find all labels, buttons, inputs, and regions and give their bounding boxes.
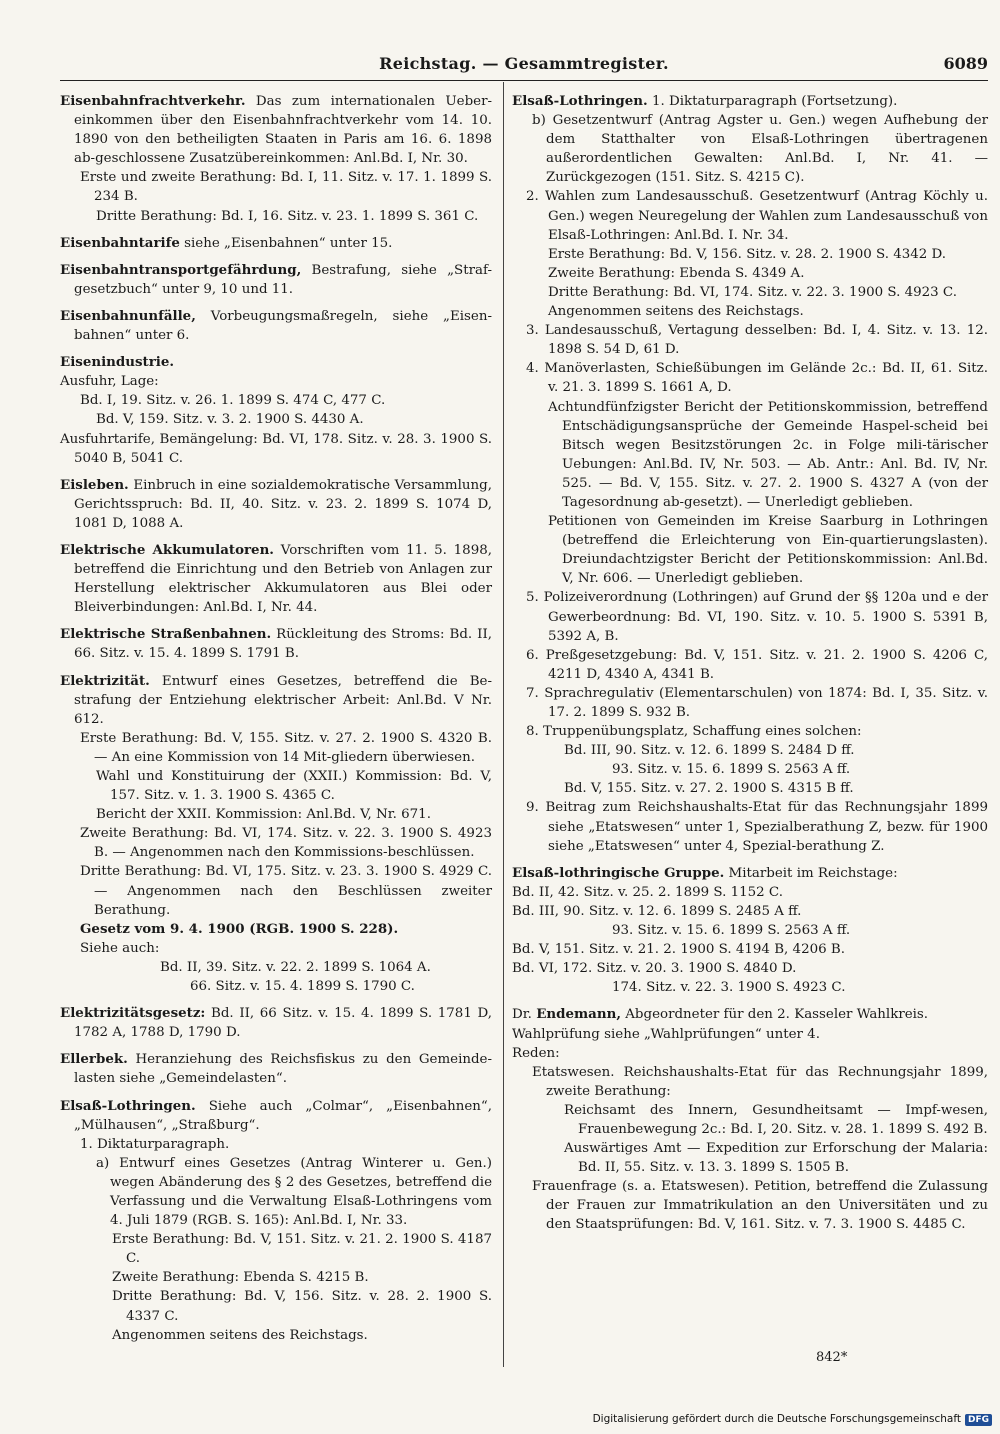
entry-line: Erste Berathung: Bd. V, 155. Sitz. v. 27. 2. 1900 S. 4320 B. — An eine Kommission von 14 Mit-gliedern überwiesen. (80, 730, 492, 765)
entry-keyword: Elektrizitätsgesetz: (60, 1005, 206, 1022)
entry-line: Gesetz vom 9. 4. 1900 (RGB. 1900 S. 228). (80, 920, 399, 937)
entry-text: Heranziehung des Reichsfiskus zu den Gemeinde-lasten siehe „Gemeindelasten“. (74, 1052, 493, 1087)
entry-text: Mitarbeit im Reichstage: (728, 865, 898, 881)
entry-text: Einbruch in eine sozialdemokratische Versammlung, Gerichtsspruch: Bd. II, 40. Sitz. v. 23. 2. 1899 S. 1074 D, 1081 D, 1088 A. (74, 477, 492, 531)
footer-credit (593, 1413, 992, 1426)
header-rule (60, 80, 988, 81)
entry-line: Bd. II, 42. Sitz. v. 25. 2. 1899 S. 1152 C. (512, 884, 783, 900)
numbered-item: 6. Preßgesetzgebung: Bd. V, 151. Sitz. v. 21. 2. 1900 S. 4206 C, 4211 D, 4340 A, 4341 B. (526, 647, 988, 682)
numbered-item: 4. Manöverlasten, Schießübungen im Gelände 2c.: Bd. II, 61. Sitz. v. 21. 3. 1899 S. 1661 A, D. (526, 361, 988, 396)
left-column (60, 92, 492, 1353)
right-column (512, 92, 988, 1243)
entry-line: Bd. V, 151. Sitz. v. 21. 2. 1900 S. 4194 B, 4206 B. (512, 942, 845, 958)
entry-line: 93. Sitz. v. 15. 6. 1899 S. 2563 A ff. (612, 762, 851, 778)
index-entry (60, 541, 492, 617)
entry-text: Vorbeugungsmaßregeln, siehe „Eisen-bahnen“ unter 6. (74, 308, 492, 344)
entry-keyword: Endemann, (536, 1006, 621, 1023)
entry-line: Angenommen seitens des Reichstags. (548, 304, 804, 320)
page-number: 6089 (943, 54, 988, 73)
entry-line: Frauenfrage (s. a. Etatswesen). Petition, betreffend die Zulassung der Frauen zur Immatrikulation an den Universitäten und zu den Staatsprüfungen: Bd. V, 161. Sitz. v. 7. 3. 1900 S. 4485 C. (532, 1179, 988, 1233)
entry-line: Dritte Berathung: Bd. I, 16. Sitz. v. 23. 1. 1899 S. 361 C. (96, 208, 479, 224)
entry-line: Wahl und Konstituirung der (XXII.) Kommission: Bd. V, 157. Sitz. v. 1. 3. 1900 S. 4365 C. (96, 769, 492, 804)
entry-line: Zweite Berathung: Ebenda S. 4215 B. (112, 1270, 369, 1286)
entry-line: Reichsamt des Innern, Gesundheitsamt — Impf-wesen, Frauenbewegung 2c.: Bd. I, 20. Sitz. v. 28. 1. 1899 S. 492 B. (564, 1102, 988, 1137)
numbered-item: 8. Truppenübungsplatz, Schaffung eines solchen: (526, 724, 862, 740)
entry-line: Reden: (512, 1045, 560, 1061)
index-entry (60, 234, 492, 253)
entry-line: 66. Sitz. v. 15. 4. 1899 S. 1790 C. (190, 979, 415, 995)
entry-line: Petitionen von Gemeinden im Kreise Saarburg in Lothringen (betreffend die Erleichterung von Ein-quartierungslasten). Dreiundachtzigster Bericht der Petitionskommission: Anl.Bd. V, Nr. 606. — Unerledigt geblieben. (548, 514, 988, 587)
entry-keyword: Elektrische Straßenbahnen. (60, 626, 272, 643)
entry-line: Erste Berathung: Bd. V, 156. Sitz. v. 28. 2. 1900 S. 4342 D. (548, 246, 947, 262)
entry-line: Erste Berathung: Bd. V, 151. Sitz. v. 21. 2. 1900 S. 4187 C. (112, 1232, 492, 1267)
entry-text: siehe „Eisenbahnen“ unter 15. (184, 235, 393, 251)
index-entry (60, 92, 492, 226)
entry-line: 1. Diktaturparagraph. (80, 1136, 230, 1152)
entry-line: Wahlprüfung siehe „Wahlprüfungen“ unter 4. (512, 1026, 820, 1042)
entry-keyword: Elsaß-lothringische Gruppe. (512, 864, 725, 881)
entry-line: Bd. I, 19. Sitz. v. 26. 1. 1899 S. 474 C, 477 C. (80, 393, 386, 409)
entry-keyword: Eisenindustrie. (60, 354, 175, 371)
index-entry (60, 1050, 492, 1088)
entry-keyword: Eisenbahnfrachtverkehr. (60, 93, 246, 109)
entry-keyword: Elektrische Akkumulatoren. (60, 541, 274, 558)
numbered-item: 2. Wahlen zum Landesausschuß. Gesetzentwurf (Antrag Köchly u. Gen.) wegen Neuregelung der Wahlen zum Landesausschuß von Elsaß-Lothringen: Anl.Bd. I. Nr. 34. (526, 189, 988, 243)
index-entry (60, 1097, 492, 1345)
index-entry (60, 1004, 492, 1042)
entry-line: Dritte Berathung: Bd. VI, 175. Sitz. v. 23. 3. 1900 S. 4929 C. — Angenommen nach den Beschlüssen zweiter Berathung. (80, 864, 492, 918)
signature-mark: 842* (816, 1350, 848, 1365)
entry-line: Achtundfünfzigster Bericht der Petitionskommission, betreffend Entschädigungsansprüche der Gemeinde Haspel-scheid bei Bitsch wegen Besitzstörungen 2c. in Folge mili-tärischer Uebungen: Anl.Bd. IV, Nr. 503. — Ab. Antr.: Anl. Bd. IV, Nr. 525. — Bd. V, 155. Sitz. v. 27. 2. 1900 S. 4327 A (von der Tagesordnung ab-gesetzt). — Unerledigt geblieben. (548, 399, 988, 510)
index-entry (60, 261, 492, 299)
entry-keyword: Eisenbahnunfälle, (60, 307, 196, 324)
entry-text: Das zum internationalen Ueber-einkommen über den Eisenbahnfrachtverkehr vom 14. 10. 1890 von den betheiligten Staaten in Paris am 16. 6. 1898 ab-geschlossene Zusatzübereinkommen: Anl.Bd. I, Nr. 30. (74, 94, 492, 167)
entry-line: Dritte Berathung: Bd. V, 156. Sitz. v. 28. 2. 1900 S. 4337 C. (112, 1289, 492, 1324)
entry-line: Bd. III, 90. Sitz. v. 12. 6. 1899 S. 2485 A ff. (512, 903, 802, 919)
entry-text: Bestrafung, siehe „Straf-gesetzbuch“ unter 9, 10 und 11. (74, 262, 492, 297)
entry-text: Vorschriften vom 11. 5. 1898, betreffend die Einrichtung und den Betrieb von Anlagen zur Herstellung elektrischer Akkumulatoren aus Blei oder Bleiverbindungen: Anl.Bd. I, Nr. 44. (74, 542, 492, 616)
entry-text: Rückleitung des Stroms: Bd. II, 66. Sitz. v. 15. 4. 1899 S. 1791 B. (74, 627, 492, 662)
entry-line: Bd. V, 155. Sitz. v. 27. 2. 1900 S. 4315 B ff. (564, 781, 854, 797)
index-entry (512, 92, 988, 856)
entry-text: Siehe auch „Colmar“, „Eisenbahnen“, „Mülhausen“, „Straßburg“. (74, 1098, 492, 1133)
dfg-logo-icon: DFG (965, 1414, 992, 1426)
index-entry (60, 672, 492, 997)
entry-line: Bd. III, 90. Sitz. v. 12. 6. 1899 S. 2484 D ff. (564, 743, 855, 759)
numbered-item: 5. Polizeiverordnung (Lothringen) auf Grund der §§ 120a und e der Gewerbeordnung: Bd. VI, 190. Sitz. v. 10. 5. 1900 S. 5391 B, 5392 A, B. (526, 590, 988, 644)
entry-line: 174. Sitz. v. 22. 3. 1900 S. 4923 C. (612, 980, 846, 996)
entry-line: Dritte Berathung: Bd. VI, 174. Sitz. v. 22. 3. 1900 S. 4923 C. (548, 284, 957, 300)
numbered-item: 3. Landesausschuß, Vertagung desselben: Bd. I, 4. Sitz. v. 13. 12. 1898 S. 54 D, 61 D. (526, 323, 988, 358)
entry-line: Auswärtiges Amt — Expedition zur Erforschung der Malaria: Bd. II, 55. Sitz. v. 13. 3. 1899 S. 1505 B. (564, 1141, 988, 1176)
entry-line: Bd. V, 159. Sitz. v. 3. 2. 1900 S. 4430 A. (96, 412, 364, 428)
entry-line: Siehe auch: (80, 940, 160, 956)
entry-line: 93. Sitz. v. 15. 6. 1899 S. 2563 A ff. (612, 923, 851, 939)
running-title: Reichstag. — Gesammtregister. (379, 54, 669, 73)
entry-keyword: Eisenbahntransportgefährdung, (60, 261, 302, 278)
entry-keyword: Eisleben. (60, 476, 129, 493)
entry-line: Bericht der XXII. Kommission: Anl.Bd. V, Nr. 671. (96, 807, 431, 823)
entry-line: a) Entwurf eines Gesetzes (Antrag Winterer u. Gen.) wegen Abänderung des § 2 des Gesetzes, betreffend die Verfassung und die Verwaltung Elsaß-Lothringens vom 4. Juli 1879 (RGB. S. 165): Anl.Bd. I, Nr. 33. (96, 1155, 492, 1229)
index-entry (512, 1005, 988, 1234)
index-entry (60, 476, 492, 533)
index-entry (60, 307, 492, 345)
index-entry (60, 353, 492, 468)
entry-text: Abgeordneter für den 2. Kasseler Wahlkreis. (625, 1007, 929, 1023)
entry-keyword: Ellerbek. (60, 1051, 128, 1068)
index-entry (60, 625, 492, 663)
entry-text: Entwurf eines Gesetzes, betreffend die Be-strafung der Entziehung elektrischer Arbeit: Anl.Bd. V Nr. 612. (74, 673, 492, 727)
numbered-item: 9. Beitrag zum Reichshaushalts-Etat für das Rechnungsjahr 1899 siehe „Etatswesen“ unter 1, Spezialberathung Z, bezw. für 1900 siehe „Etatswesen“ unter 4, Spezial-berathung Z. (526, 800, 988, 854)
entry-line: Zweite Berathung: Ebenda S. 4349 A. (548, 265, 805, 281)
entry-keyword: Eisenbahntarife (60, 234, 180, 251)
entry-keyword: Elsaß-Lothringen. (60, 1097, 196, 1114)
entry-line: Angenommen seitens des Reichstags. (112, 1327, 368, 1343)
entry-line: Bd. II, 39. Sitz. v. 22. 2. 1899 S. 1064 A. (160, 959, 431, 975)
entry-line: b) Gesetzentwurf (Antrag Agster u. Gen.) wegen Aufhebung der dem Statthalter von Elsaß-Lothringen übertragenen außerordentlichen Gewalten: Anl.Bd. I, Nr. 41. — Zurückgezogen (151. Sitz. S. 4215 C). (532, 113, 988, 186)
entry-line: Erste und zweite Berathung: Bd. I, 11. Sitz. v. 17. 1. 1899 S. 234 B. (80, 170, 492, 205)
index-entry (512, 864, 988, 998)
page-header (60, 54, 988, 80)
entry-line: Ausfuhr, Lage: (60, 374, 159, 390)
entry-text: Bd. II, 66 Sitz. v. 15. 4. 1899 S. 1781 D, 1782 A, 1788 D, 1790 D. (74, 1006, 492, 1041)
column-divider (503, 82, 504, 1367)
entry-keyword: Elektrizität. (60, 672, 150, 689)
entry-line: Ausfuhrtarife, Bemängelung: Bd. VI, 178. Sitz. v. 28. 3. 1900 S. 5040 B, 5041 C. (60, 431, 492, 466)
entry-line: Bd. VI, 172. Sitz. v. 20. 3. 1900 S. 4840 D. (512, 961, 797, 977)
entry-line: Zweite Berathung: Bd. VI, 174. Sitz. v. 22. 3. 1900 S. 4923 B. — Angenommen nach den Kommissions-beschlüssen. (80, 826, 492, 861)
entry-prefix: Dr. (512, 1007, 532, 1023)
entry-keyword: Elsaß-Lothringen. (512, 93, 648, 109)
footer-text: Digitalisierung gefördert durch die Deutsche Forschungsgemeinschaft (592, 1413, 961, 1425)
entry-text: 1. Diktaturparagraph (Fortsetzung). (651, 94, 898, 109)
numbered-item: 7. Sprachregulativ (Elementarschulen) von 1874: Bd. I, 35. Sitz. v. 17. 2. 1899 S. 932 B. (526, 685, 988, 720)
entry-line: Etatswesen. Reichshaushalts-Etat für das Rechnungsjahr 1899, zweite Berathung: (532, 1064, 988, 1099)
